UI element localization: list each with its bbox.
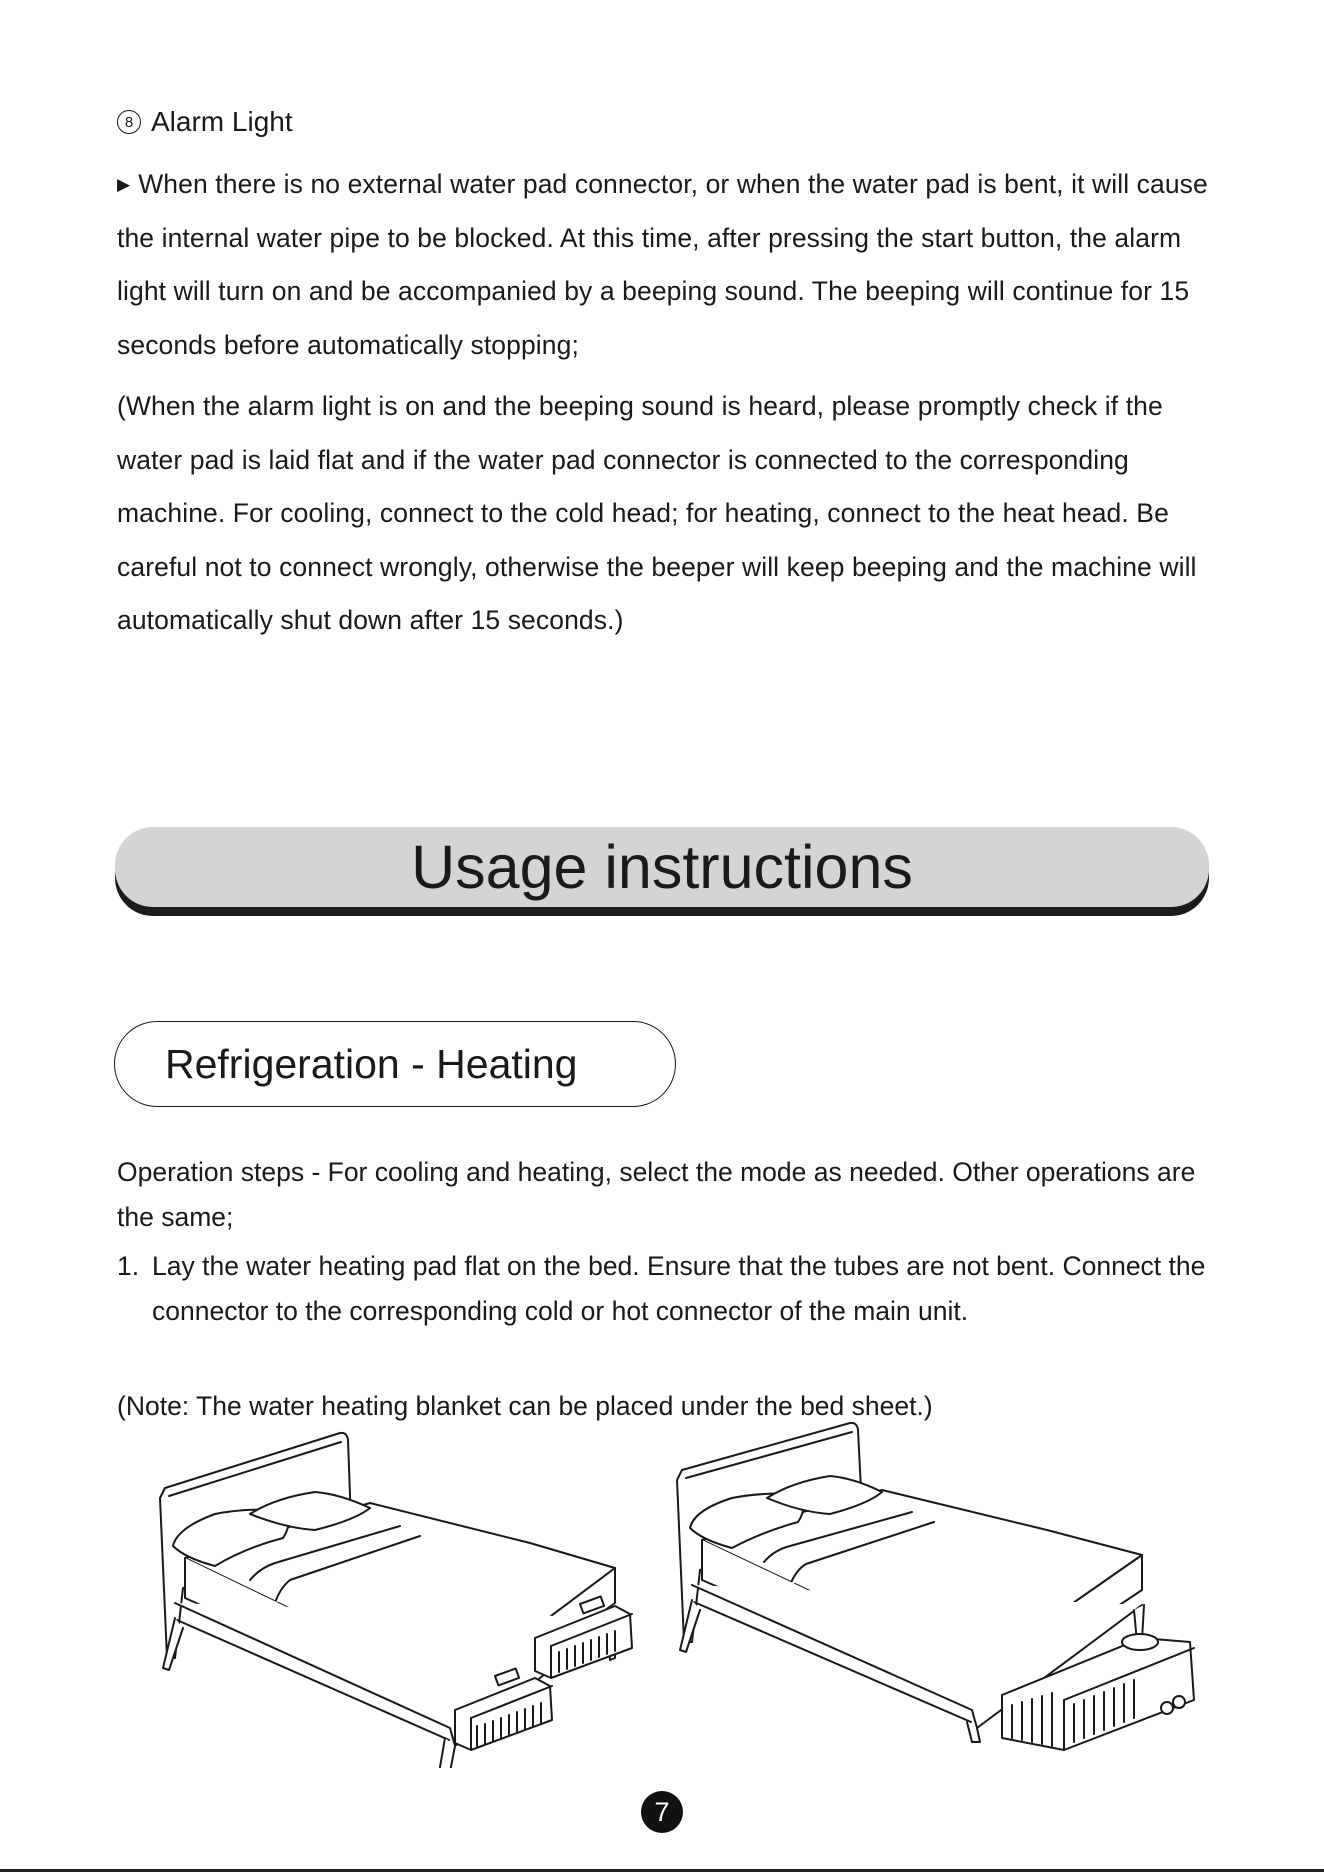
section-pill [114,1021,676,1107]
usage-instructions-banner [115,827,1209,907]
step-number: 1. [117,1251,140,1281]
banner-title: Usage instructions [411,833,913,901]
alarm-paragraph-1 [117,158,1227,372]
alarm-light-title: Alarm Light [151,106,293,137]
section-title: Refrigeration - Heating [165,1040,578,1087]
alarm-paragraph-1-text: When there is no external water pad connector, or when the water pad is bent, it will cause the internal water pipe to be blocked. At this time, after pressing the start button, the alarm light will turn on and be accompanied by a beeping sound. The beeping will continue for 15 seconds before automatically stopping; [117,169,1208,360]
operations-note: (Note: The water heating blanket can be placed under the bed sheet.) [117,1391,933,1421]
step-text: Lay the water heating pad flat on the bed. Ensure that the tubes are not bent. Connect the connector to the corresponding cold or hot connector of the main unit. [152,1251,1206,1326]
bed-with-one-unit-icon [672,1420,1202,1760]
operations-intro: Operation steps - For cooling and heating, select the mode as needed. Other operations are the same; [117,1157,1196,1232]
bed-with-two-units-icon [155,1428,665,1768]
alarm-paragraph-2: (When the alarm light is on and the beeping sound is heard, please promptly check if the water pad is laid flat and if the water pad connector is connected to the corresponding machine. For cooling, connect to the cold head; for heating, connect to the heat head. Be careful not to connect wrongly, otherwise the beeper will keep beeping and the machine will automatically shut down after 15 seconds.) [117,391,1197,635]
circled-number-badge: 8 [117,110,141,134]
step-item [117,1244,1227,1334]
page-number-badge: 7 [641,1791,683,1833]
bullet-triangle-icon: ▶ [117,175,131,194]
alarm-light-heading [117,102,293,142]
